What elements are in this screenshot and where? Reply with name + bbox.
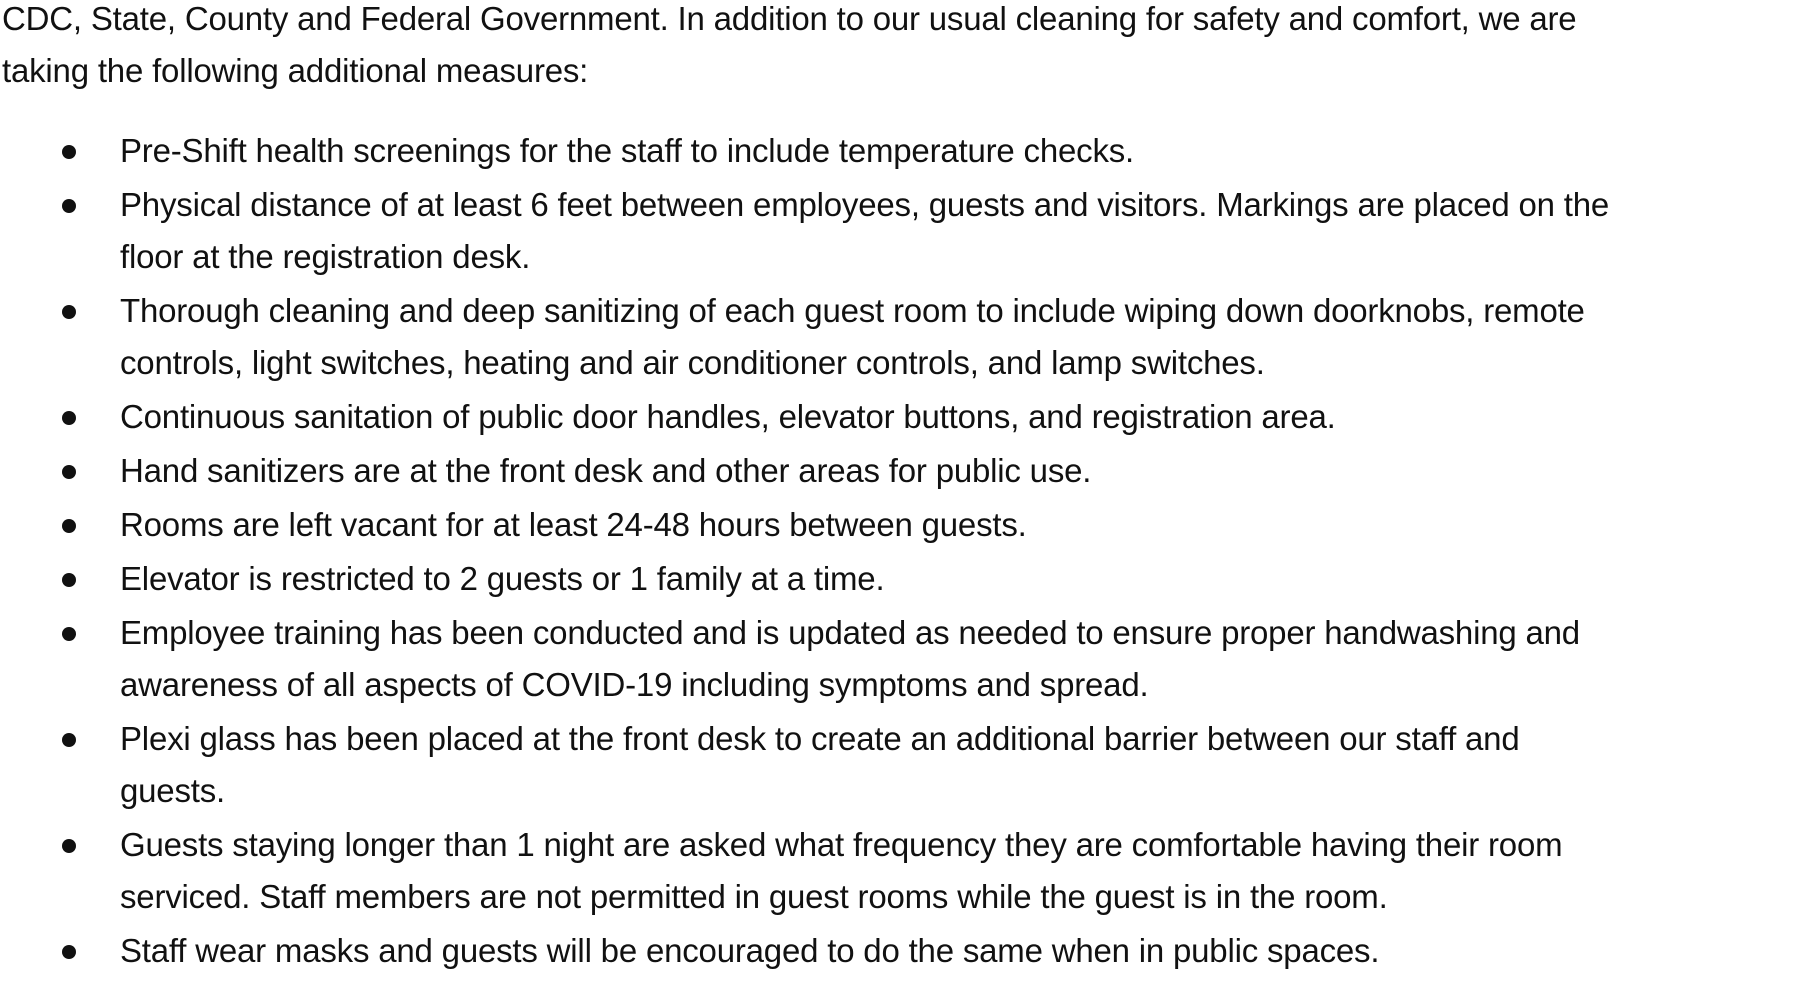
measure-item xyxy=(0,499,1800,551)
intro-paragraph xyxy=(2,0,1782,97)
bullet-icon xyxy=(62,199,76,213)
bullet-icon xyxy=(62,733,76,747)
bullet-icon xyxy=(62,573,76,587)
measure-text-line: Thorough cleaning and deep sanitizing of each guest room to include wiping down doorknobs, remote xyxy=(120,292,1585,329)
measure-item xyxy=(0,391,1800,443)
bullet-icon xyxy=(62,519,76,533)
measure-text-line: Rooms are left vacant for at least 24-48 hours between guests. xyxy=(120,506,1027,543)
bullet-icon xyxy=(62,465,76,479)
measure-text-line: Pre-Shift health screenings for the staff to include temperature checks. xyxy=(120,132,1135,169)
measure-text-line: Staff wear masks and guests will be encouraged to do the same when in public spaces. xyxy=(120,932,1380,969)
measure-text-line: Guests staying longer than 1 night are asked what frequency they are comfortable having their room xyxy=(120,826,1563,863)
measure-text-line: Employee training has been conducted and is updated as needed to ensure proper handwashing and xyxy=(120,614,1580,651)
measure-item xyxy=(0,819,1800,923)
measure-item xyxy=(0,925,1800,977)
bullet-icon xyxy=(62,627,76,641)
bullet-icon xyxy=(62,839,76,853)
bullet-icon xyxy=(62,945,76,959)
bullet-icon xyxy=(62,411,76,425)
measure-item xyxy=(0,553,1800,605)
measure-item xyxy=(0,125,1800,177)
measure-item xyxy=(0,713,1800,817)
measure-item xyxy=(0,179,1800,283)
measure-text-line: serviced. Staff members are not permitted in guest rooms while the guest is in the room. xyxy=(120,878,1388,915)
measure-text-line: Continuous sanitation of public door handles, elevator buttons, and registration area. xyxy=(120,398,1336,435)
measure-text-line: awareness of all aspects of COVID-19 including symptoms and spread. xyxy=(120,666,1149,703)
measure-item xyxy=(0,285,1800,389)
measure-text-line: Hand sanitizers are at the front desk and other areas for public use. xyxy=(120,452,1092,489)
measure-text-line: controls, light switches, heating and air conditioner controls, and lamp switches. xyxy=(120,344,1265,381)
measure-text-line: Physical distance of at least 6 feet between employees, guests and visitors. Markings are placed on the xyxy=(120,186,1610,223)
measure-item xyxy=(0,445,1800,497)
intro-line: CDC, State, County and Federal Government. In addition to our usual cleaning for safety and comfort, we are xyxy=(2,0,1577,37)
measure-item xyxy=(0,607,1800,711)
measure-text-line: floor at the registration desk. xyxy=(120,238,531,275)
intro-line: taking the following additional measures: xyxy=(2,52,589,89)
measure-text-line: Elevator is restricted to 2 guests or 1 family at a time. xyxy=(120,560,885,597)
measure-text-line: Plexi glass has been placed at the front desk to create an additional barrier between our staff and xyxy=(120,720,1520,757)
bullet-icon xyxy=(62,145,76,159)
bullet-icon xyxy=(62,305,76,319)
safety-measures-list xyxy=(0,125,1800,979)
measure-text-line: guests. xyxy=(120,772,225,809)
